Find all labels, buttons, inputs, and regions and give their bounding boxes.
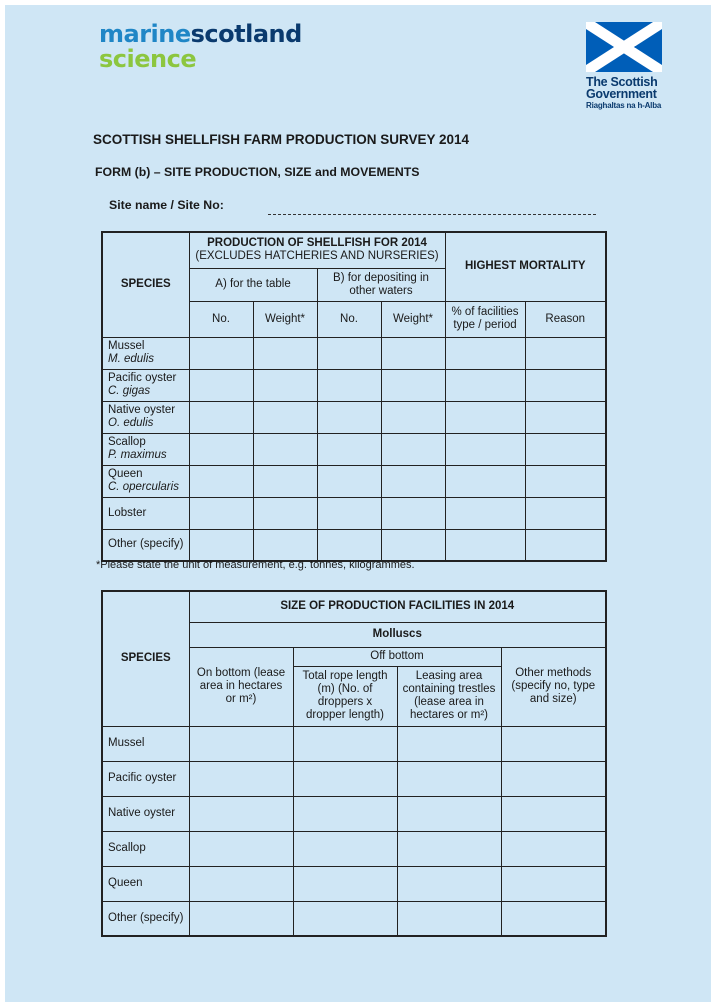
input-cell[interactable] xyxy=(293,761,397,796)
species-latin-name: C. opercularis xyxy=(108,481,179,493)
input-cell[interactable] xyxy=(397,796,501,831)
other-methods-line3: and size) xyxy=(529,693,577,705)
input-cell[interactable] xyxy=(293,866,397,901)
species-latin-name: C. gigas xyxy=(108,385,151,397)
input-cell[interactable] xyxy=(525,433,606,465)
facilities-header-line2: type / period xyxy=(453,319,517,331)
input-cell[interactable] xyxy=(293,901,397,936)
input-cell[interactable] xyxy=(525,369,606,401)
input-cell[interactable] xyxy=(397,761,501,796)
site-name-input-line[interactable] xyxy=(268,214,596,215)
table-row xyxy=(102,529,606,561)
input-cell[interactable] xyxy=(253,529,317,561)
input-cell[interactable] xyxy=(445,497,525,529)
input-cell[interactable] xyxy=(381,497,445,529)
input-cell[interactable] xyxy=(293,796,397,831)
species-name: Scallop xyxy=(108,436,146,448)
production-header-line2: (EXCLUDES HATCHERIES AND NURSERIES) xyxy=(195,250,439,263)
species-name: Other (specify) xyxy=(108,538,184,551)
rope-length-header xyxy=(293,666,397,726)
input-cell[interactable] xyxy=(381,401,445,433)
input-cell[interactable] xyxy=(317,401,381,433)
input-cell[interactable] xyxy=(293,726,397,761)
input-cell[interactable] xyxy=(189,796,293,831)
weight-header: Weight* xyxy=(253,301,317,337)
leasing-area-header xyxy=(397,666,501,726)
reason-header: Reason xyxy=(525,301,606,337)
input-cell[interactable] xyxy=(253,465,317,497)
input-cell[interactable] xyxy=(189,529,253,561)
molluscs-header: Molluscs xyxy=(189,622,606,647)
species-cell xyxy=(102,529,189,561)
rope-line2: (m) (No. of xyxy=(317,683,373,695)
facilities-size-table xyxy=(101,590,607,937)
form-subtitle: FORM (b) – SITE PRODUCTION, SIZE and MOVEMENTS xyxy=(95,165,420,179)
species-name: Scallop xyxy=(102,831,189,866)
leasing-line4: hectares or m²) xyxy=(410,709,488,721)
production-table xyxy=(101,231,607,562)
leasing-line3: (lease area in xyxy=(414,696,484,708)
logo-marine-text: marine xyxy=(99,20,191,48)
input-cell[interactable] xyxy=(253,337,317,369)
input-cell[interactable] xyxy=(525,337,606,369)
input-cell[interactable] xyxy=(397,831,501,866)
species-name: Pacific oyster xyxy=(108,372,177,384)
gov-logo-line1: The Scottish xyxy=(586,75,658,89)
input-cell[interactable] xyxy=(397,866,501,901)
other-methods-header xyxy=(501,647,606,726)
input-cell[interactable] xyxy=(253,433,317,465)
input-cell[interactable] xyxy=(381,369,445,401)
no-header: No. xyxy=(317,301,381,337)
input-cell[interactable] xyxy=(189,497,253,529)
table-row xyxy=(102,337,606,369)
rope-line1: Total rope length xyxy=(302,670,388,682)
on-bottom-line3: or m²) xyxy=(225,693,257,705)
depositing-header xyxy=(317,268,445,301)
rope-line3: droppers x xyxy=(317,696,373,708)
species-name: Other (specify) xyxy=(102,901,189,936)
input-cell[interactable] xyxy=(189,901,293,936)
input-cell[interactable] xyxy=(445,369,525,401)
table-row xyxy=(102,433,606,465)
input-cell[interactable] xyxy=(501,726,606,761)
input-cell[interactable] xyxy=(253,497,317,529)
input-cell[interactable] xyxy=(189,465,253,497)
species-cell xyxy=(102,497,189,529)
species-name: Lobster xyxy=(108,506,147,519)
input-cell[interactable] xyxy=(381,529,445,561)
species-name: Mussel xyxy=(102,726,189,761)
input-cell[interactable] xyxy=(317,433,381,465)
rope-line4: dropper length) xyxy=(306,709,384,721)
survey-title: SCOTTISH SHELLFISH FARM PRODUCTION SURVEY 2014 xyxy=(93,132,470,147)
input-cell[interactable] xyxy=(525,465,606,497)
input-cell[interactable] xyxy=(253,401,317,433)
input-cell[interactable] xyxy=(397,901,501,936)
depositing-header-line1: B) for depositing in xyxy=(333,271,429,284)
species-header: SPECIES xyxy=(102,232,189,337)
input-cell[interactable] xyxy=(445,433,525,465)
input-cell[interactable] xyxy=(525,497,606,529)
input-cell[interactable] xyxy=(501,866,606,901)
species-cell xyxy=(102,337,189,369)
input-cell[interactable] xyxy=(397,726,501,761)
input-cell[interactable] xyxy=(293,831,397,866)
species-cell xyxy=(102,465,189,497)
production-header-line1: PRODUCTION OF SHELLFISH FOR 2014 xyxy=(207,237,427,250)
species-cell xyxy=(102,401,189,433)
species-cell xyxy=(102,433,189,465)
table-row xyxy=(102,369,606,401)
table-row xyxy=(102,796,606,831)
on-bottom-line2: area in hectares xyxy=(199,680,283,692)
species-name: Pacific oyster xyxy=(102,761,189,796)
other-methods-line2: (specify no, type xyxy=(511,680,596,692)
no-header: No. xyxy=(189,301,253,337)
input-cell[interactable] xyxy=(501,901,606,936)
input-cell[interactable] xyxy=(253,369,317,401)
input-cell[interactable] xyxy=(501,761,606,796)
species-header: SPECIES xyxy=(102,591,189,726)
weight-header: Weight* xyxy=(381,301,445,337)
input-cell[interactable] xyxy=(317,337,381,369)
input-cell[interactable] xyxy=(445,529,525,561)
facilities-percent-header xyxy=(445,301,525,337)
input-cell[interactable] xyxy=(317,465,381,497)
input-cell[interactable] xyxy=(317,369,381,401)
gov-logo-line2: Government xyxy=(586,87,657,101)
facilities-header-line1: % of facilities xyxy=(451,306,519,318)
input-cell[interactable] xyxy=(317,529,381,561)
input-cell[interactable] xyxy=(445,401,525,433)
input-cell[interactable] xyxy=(317,497,381,529)
table-row xyxy=(102,831,606,866)
species-name: Mussel xyxy=(108,340,145,352)
logo-science-text: science xyxy=(99,45,197,73)
highest-mortality-header: HIGHEST MORTALITY xyxy=(445,232,606,301)
input-cell[interactable] xyxy=(525,529,606,561)
table-row xyxy=(102,901,606,936)
input-cell[interactable] xyxy=(445,465,525,497)
table-row xyxy=(102,497,606,529)
saltire-flag-icon xyxy=(586,22,662,72)
off-bottom-header: Off bottom xyxy=(293,647,501,666)
for-the-table-header: A) for the table xyxy=(189,268,317,301)
input-cell[interactable] xyxy=(381,465,445,497)
table-row xyxy=(102,761,606,796)
species-latin-name: O. edulis xyxy=(108,417,154,429)
species-latin-name: M. edulis xyxy=(108,353,155,365)
input-cell[interactable] xyxy=(189,726,293,761)
input-cell[interactable] xyxy=(189,433,253,465)
table-row xyxy=(102,465,606,497)
input-cell[interactable] xyxy=(501,831,606,866)
logo-scotland-text: scotland xyxy=(190,20,302,48)
input-cell[interactable] xyxy=(189,401,253,433)
other-methods-line1: Other methods xyxy=(515,667,592,679)
input-cell[interactable] xyxy=(381,337,445,369)
on-bottom-header xyxy=(189,647,293,726)
species-name: Native oyster xyxy=(102,796,189,831)
site-name-label: Site name / Site No: xyxy=(109,198,224,212)
species-latin-name: P. maximus xyxy=(108,449,167,461)
table-row xyxy=(102,401,606,433)
input-cell[interactable] xyxy=(189,337,253,369)
input-cell[interactable] xyxy=(189,369,253,401)
depositing-header-line2: other waters xyxy=(349,284,413,297)
marine-scotland-science-logo xyxy=(99,22,302,71)
input-cell[interactable] xyxy=(189,761,293,796)
input-cell[interactable] xyxy=(189,831,293,866)
footnote: *Please state the unit of measurement, e.g. tonnes, kilogrammes. xyxy=(96,559,415,571)
species-name: Queen xyxy=(108,468,143,480)
size-of-facilities-header: SIZE OF PRODUCTION FACILITIES IN 2014 xyxy=(189,591,606,622)
input-cell[interactable] xyxy=(189,866,293,901)
table-row xyxy=(102,726,606,761)
input-cell[interactable] xyxy=(381,433,445,465)
leasing-line2: containing trestles xyxy=(402,683,496,695)
species-cell xyxy=(102,369,189,401)
input-cell[interactable] xyxy=(445,337,525,369)
gov-logo-line3: Riaghaltas na h-Alba xyxy=(586,101,662,110)
input-cell[interactable] xyxy=(501,796,606,831)
input-cell[interactable] xyxy=(525,401,606,433)
scottish-government-logo xyxy=(586,22,668,110)
leasing-line1: Leasing area xyxy=(415,670,483,682)
species-name: Native oyster xyxy=(108,404,176,416)
production-header xyxy=(189,232,445,268)
on-bottom-line1: On bottom (lease xyxy=(196,667,286,679)
table-row xyxy=(102,866,606,901)
species-name: Queen xyxy=(102,866,189,901)
